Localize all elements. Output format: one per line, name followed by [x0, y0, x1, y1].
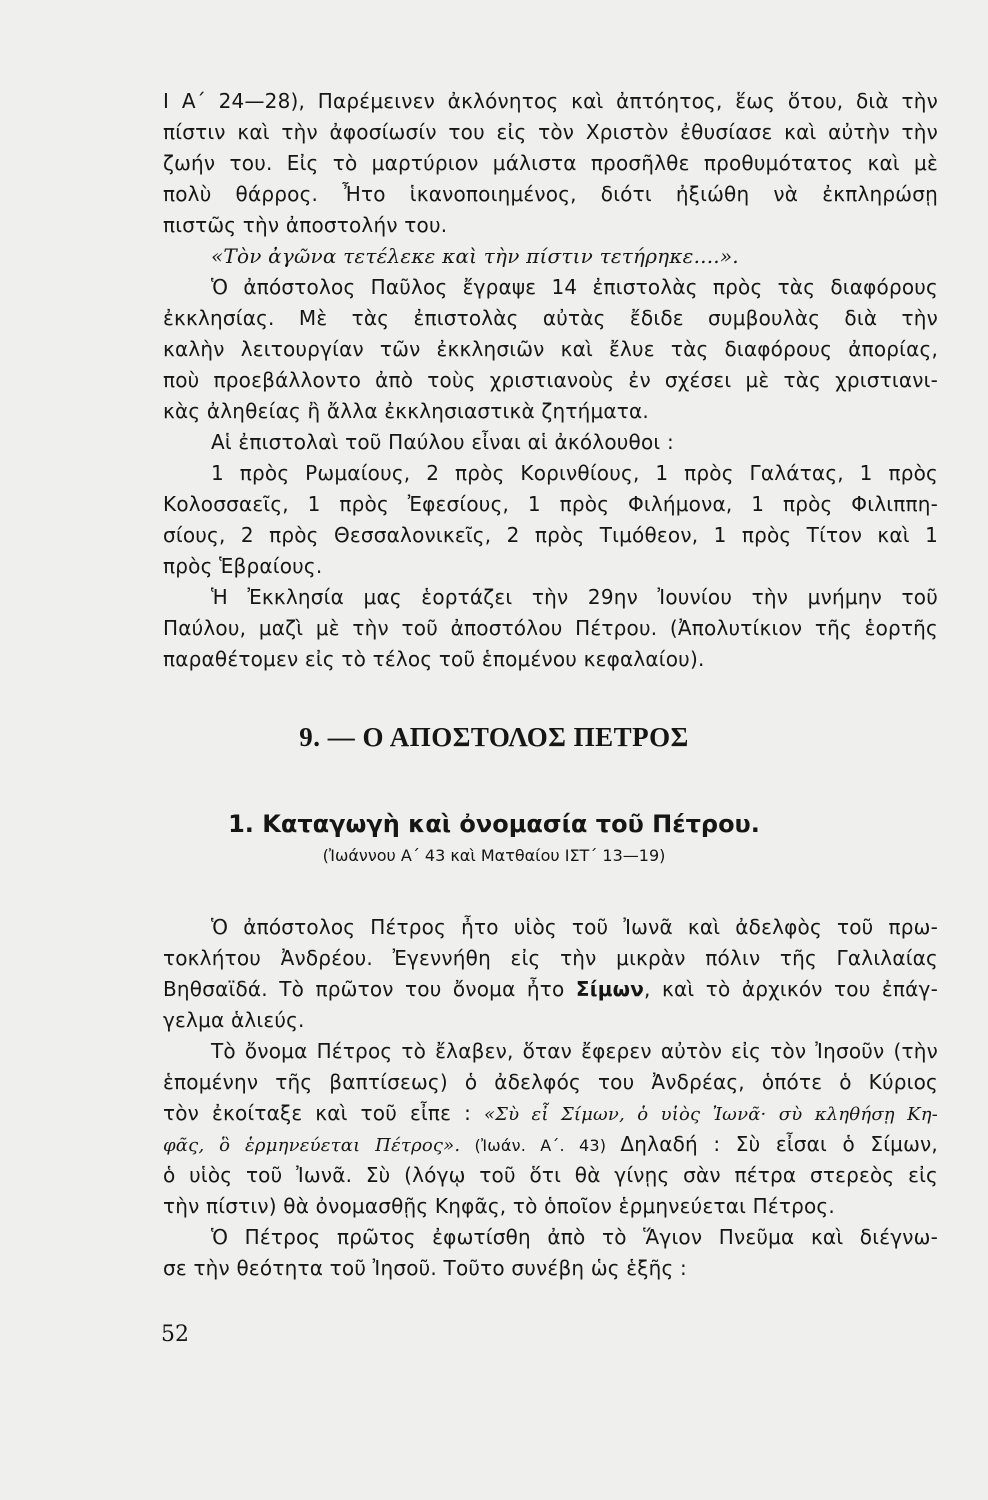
text-line: πίστιν καὶ τὴν ἀφοσίωσίν του εἰς τὸν Χριστὸν ἐθυσίασε καὶ αὐτὴν τὴν: [163, 120, 938, 144]
text-line: [163, 974, 938, 1005]
scripture-quote: φᾶς, ὃ ἑρμηνεύεται Πέτρος».: [163, 1135, 461, 1156]
text-line: σε τὴν θεότητα τοῦ Ἰησοῦ. Τοῦτο συνέβη ὡς ἑξῆς :: [163, 1256, 687, 1280]
text-fragment: τὸν ἐκοίταξε καὶ τοῦ εἶπε :: [163, 1101, 484, 1125]
page-number: 52: [161, 1322, 189, 1347]
text-line: πολὺ θάρρος. Ἦτο ἱκανοποιημένος, διότι ἠξιώθη νὰ ἐκπληρώσῃ: [163, 182, 938, 206]
text-line: Κολοσσαεῖς, 1 πρὸς Ἐφεσίους, 1 πρὸς Φιλήμονα, 1 πρὸς Φιλιππη-: [163, 492, 938, 516]
text-line: Ἡ Ἐκκλησία μας ἑορτάζει τὴν 29ην Ἰουνίου τὴν μνήμην τοῦ: [211, 585, 938, 609]
scripture-ref: (Ἰωάν. Α΄. 43): [460, 1136, 621, 1155]
section-references: (Ἰωάννου Α΄ 43 καὶ Ματθαίου ΙΣΤ΄ 13—19): [322, 846, 666, 865]
text-line: Ὁ ἀπόστολος Παῦλος ἔγραψε 14 ἐπιστολὰς πρὸς τὰς διαφόρους: [211, 275, 938, 299]
text-line: [163, 1129, 938, 1160]
text-line: Αἱ ἐπιστολαὶ τοῦ Παύλου εἶναι αἱ ἀκόλουθοι :: [211, 430, 674, 454]
quote-line: «Τὸν ἀγῶνα τετέλεκε καὶ τὴν πίστιν τετήρηκε....».: [211, 244, 739, 268]
text-fragment: , καὶ τὸ ἀρχικόν του ἐπάγ-: [644, 977, 938, 1001]
chapter-title: 9. — Ο ΑΠΟΣΤΟΛΟΣ ΠΕΤΡΟΣ: [299, 722, 689, 752]
top-text-block: [163, 86, 938, 675]
text-line: γελμα ἁλιεύς.: [163, 1008, 305, 1032]
text-line: Τὸ ὄνομα Πέτρος τὸ ἔλαβεν, ὅταν ἔφερεν αὐτὸν εἰς τὸν Ἰησοῦν (τὴν: [211, 1039, 938, 1063]
name-simon: Σίμων: [575, 977, 645, 1001]
text-line: ὁ υἱὸς τοῦ Ἰωνᾶ. Σὺ (λόγῳ τοῦ ὅτι θὰ γίνῃς σὰν πέτρα στερεὸς εἰς: [163, 1163, 938, 1187]
text-line: Ι Α΄ 24—28), Παρέμεινεν ἀκλόνητος καὶ ἀπτόητος, ἕως ὅτου, διὰ τὴν: [163, 89, 938, 113]
text-line: ἑπομένην τῆς βαπτίσεως) ὁ ἀδελφός του Ἀνδρέας, ὁπότε ὁ Κύριος: [163, 1070, 938, 1094]
text-line: [163, 1098, 938, 1129]
text-fragment: Βηθσαϊδά. Τὸ πρῶτον του ὄνομα ἦτο: [163, 977, 576, 1001]
text-line: Ὁ ἀπόστολος Πέτρος ἦτο υἱὸς τοῦ Ἰωνᾶ καὶ ἀδελφὸς τοῦ πρω-: [211, 915, 938, 939]
text-line: τὴν πίστιν) θὰ ὀνομασθῇς Κηφᾶς, τὸ ὁποῖον ἑρμηνεύεται Πέτρος.: [163, 1194, 835, 1218]
text-line: 1 πρὸς Ρωμαίους, 2 πρὸς Κορινθίους, 1 πρὸς Γαλάτας, 1 πρὸς: [211, 461, 938, 485]
text-line: παραθέτομεν εἰς τὸ τέλος τοῦ ἑπομένου κεφαλαίου).: [163, 647, 705, 671]
text-line: ποὺ προεβάλλοντο ἀπὸ τοὺς χριστιανοὺς ἐν σχέσει μὲ τὰς χριστιανι-: [163, 368, 938, 392]
text-line: σίους, 2 πρὸς Θεσσαλονικεῖς, 2 πρὸς Τιμόθεον, 1 πρὸς Τίτον καὶ 1: [163, 523, 938, 547]
section-title: 1. Καταγωγὴ καὶ ὀνομασία τοῦ Πέτρου.: [228, 810, 760, 838]
text-line: καλὴν λειτουργίαν τῶν ἐκκλησιῶν καὶ ἔλυε τὰς διαφόρους ἀπορίας,: [163, 337, 938, 361]
text-line: πιστῶς τὴν ἀποστολήν του.: [163, 213, 448, 237]
text-line: ζωήν του. Εἰς τὸ μαρτύριον μάλιστα προσῆλθε προθυμότατος καὶ μὲ: [163, 151, 938, 175]
text-line: ἐκκλησίας. Μὲ τὰς ἐπιστολὰς αὐτὰς ἔδιδε συμβουλὰς διὰ τὴν: [163, 306, 938, 330]
bottom-text-block: [163, 912, 938, 1284]
text-line: Ὁ Πέτρος πρῶτος ἐφωτίσθη ἀπὸ τὸ Ἅγιον Πνεῦμα καὶ διέγνω-: [211, 1225, 938, 1249]
text-line: κὰς ἀληθείας ἢ ἄλλα ἐκκλησιαστικὰ ζητήματα.: [163, 399, 649, 423]
text-line: πρὸς Ἑβραίους.: [163, 554, 323, 578]
text-line: τοκλήτου Ἀνδρέου. Ἐγεννήθη εἰς τὴν μικρὰν πόλιν τῆς Γαλιλαίας: [163, 946, 938, 970]
text-fragment: Δηλαδή : Σὺ εἶσαι ὁ Σίμων,: [620, 1132, 938, 1156]
text-line: Παύλου, μαζὶ μὲ τὴν τοῦ ἀποστόλου Πέτρου. (Ἀπολυτίκιον τῆς ἑορτῆς: [163, 616, 938, 640]
scripture-quote: «Σὺ εἶ Σίμων, ὁ υἱὸς Ἰωνᾶ· σὺ κληθήσῃ Κη-: [483, 1104, 938, 1125]
